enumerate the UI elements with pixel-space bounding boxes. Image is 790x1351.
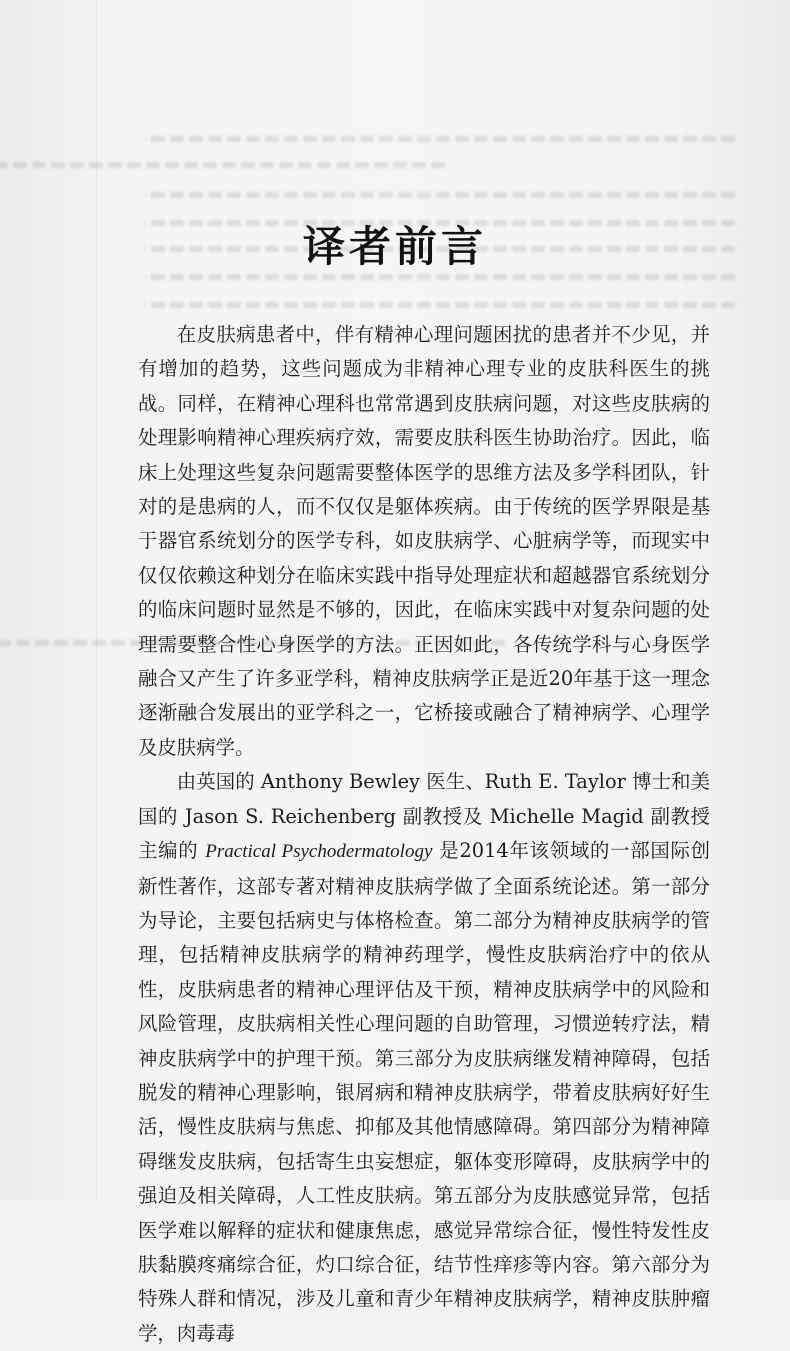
show-through-line (145, 294, 735, 312)
show-through-line (145, 184, 735, 202)
paragraph-2-rest: 是2014年该领域的一部国际创新性著作，这部专著对精神皮肤病学做了全面系统论述。第一部分为导论，主要包括病史与体格检查。第二部分为精神皮肤病学的管理，包括精神皮肤病学的精神药理学，慢性皮肤病治疗中的依从性，皮肤病患者的精神心理评估及干预，精神皮肤病学中的风险和风险管理，皮肤病相关性心理问题的自助管理，习惯逆转疗法，精神皮肤病学中的护理干预。第三部分为皮肤病继发精神障碍，包括脱发的精神心理影响，银屑病和精神皮肤病学，带着皮肤病好好生活，慢性皮肤病与焦虑、抑郁及其他情感障碍。第四部分为精神障碍继发皮肤病，包括寄生虫妄想症，躯体变形障碍，皮肤病学中的强迫及相关障碍，人工性皮肤病。第五部分为皮肤感觉异常，包括医学难以解释的症状和健康焦虑，感觉异常综合征，慢性特发性皮肤黏膜疼痛综合征，灼口综合征，结节性痒疹等内容。第六部分为特殊人群和情况，涉及儿童和青少年精神皮肤病学，精神皮肤肿瘤学，肉毒毒 (138, 839, 710, 1345)
show-through-line (145, 154, 445, 172)
paragraph-1: 在皮肤病患者中，伴有精神心理问题困扰的患者并不少见，并有增加的趋势，这些问题成为非精神心理专业的皮肤科医生的挑战。同样，在精神心理科也常常遇到皮肤病问题，对这些皮肤病的处理影响精神心理疾病疗效，需要皮肤科医生协助治疗。因此，临床上处理这些复杂问题需要整体医学的思维方法及多学科团队，针对的是患病的人，而不仅仅是躯体疾病。由于传统的医学界限是基于器官系统划分的医学专科，如皮肤病学、心脏病学等，而现实中仅仅依赖这种划分在临床实践中指导处理症状和超越器官系统划分的临床问题时显然是不够的，因此，在临床实践中对复杂问题的处理需要整合性心身医学的方法。正因如此，各传统学科与心身医学融合又产生了许多亚学科，精神皮肤病学正是近20年基于这一理念逐渐融合发展出的亚学科之一，它桥接或融合了精神病学、心理学及皮肤病学。 (138, 323, 710, 759)
page-title: 译者前言 (302, 222, 487, 272)
paragraph-2 (138, 765, 710, 1351)
paragraph-2-intro: 由英国的 Anthony Bewley 医生、Ruth E. Taylor 博士和美国的 Jason S. Reichenberg 副教授及 Michelle Magid 副教授主编的 (138, 770, 710, 863)
page-gutter-shadow (96, 0, 97, 1200)
preface-body (138, 318, 710, 1351)
show-through-line (145, 128, 735, 146)
book-title: Practical Psychodermatology (205, 841, 433, 863)
